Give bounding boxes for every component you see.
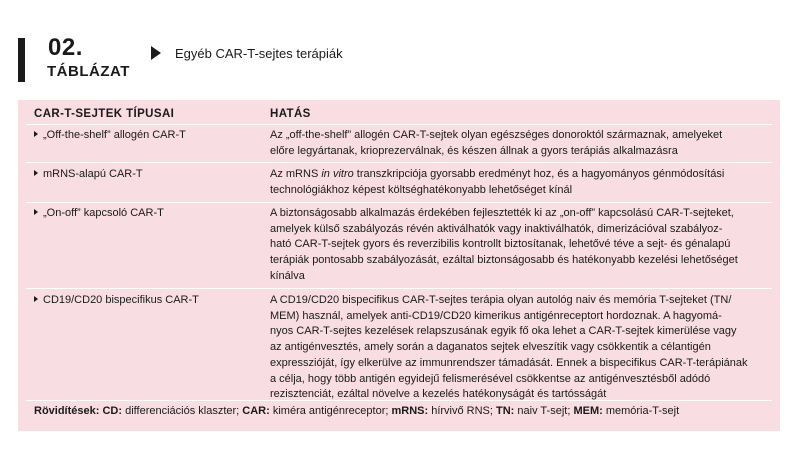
- row-type-label: CD19/CD20 bispecifikus CAR-T: [43, 294, 199, 306]
- triangle-right-icon: [34, 209, 38, 215]
- effect-line: technológiákhoz képest költséghatékonyabb lehetőséget kínál: [270, 183, 573, 196]
- effect-line: rezisztenciát, ezáltal növelve a kezelés hatékonyságát és tartósságát: [270, 388, 607, 401]
- divider: [26, 400, 772, 401]
- divider: [26, 288, 772, 289]
- abbreviation-value: memória-T-sejt: [602, 405, 680, 417]
- table-number: 02.: [48, 34, 83, 61]
- abbreviation-value: differenciációs klaszter;: [122, 405, 243, 417]
- table-row-type: [34, 166, 143, 182]
- effect-line: amelyek külső szabályozás révén aktiválhatók vagy inaktiválhatók, dimerizációval szabályoz-: [270, 222, 723, 235]
- abbreviation-key: mRNS:: [391, 405, 429, 417]
- effect-line: MEM) használ, amelyek anti-CD19/CD20 kimerikus antigénreceptort hordoznak. A hagyomá-: [270, 309, 722, 322]
- triangle-right-icon: [34, 131, 38, 137]
- abbreviation-key: CAR:: [242, 405, 270, 417]
- effect-line: terápiák pontosabb szabályozását, ezáltal biztonságosabb és hatékonyabb kezelési lehetőséget: [270, 254, 738, 267]
- abbreviation-key: TN:: [496, 405, 515, 417]
- table-header: [0, 0, 800, 90]
- effect-line: nyos CAR-T-sejtes kezelések relapszusának egyik fő oka lehet a CAR-T-sejtek kimerülése vagy: [270, 325, 737, 338]
- abbreviation-key: CD:: [102, 405, 123, 417]
- divider: [26, 202, 772, 203]
- effect-line: Az „off-the-shelf” allogén CAR-T-sejtek olyan egészséges donoroktól származnak, amelyeket: [270, 129, 723, 141]
- effect-line: kínálva: [270, 269, 305, 282]
- effect-text-italic: in vitro: [321, 168, 354, 180]
- effect-line: A biztonságosabb alkalmazás érdekében fejlesztették ki az „on-off” kapcsolású CAR-T-sejteket,: [270, 207, 734, 219]
- row-type-label: „On-off” kapcsoló CAR-T: [43, 207, 164, 219]
- effect-line: A CD19/CD20 bispecifikus CAR-T-sejtes terápia olyan autológ naiv és memória T-sejteket (TN/: [270, 294, 732, 306]
- abbreviations-footnote: [34, 405, 679, 417]
- effect-line: ható CAR-T-sejtek gyors és reverzibilis kontrollt biztosítanak, lehetővé téve a sejt- és génalapú: [270, 238, 731, 251]
- table-row-type: [34, 292, 199, 308]
- table-row-type: [34, 127, 186, 143]
- abbreviation-value: kiméra antigénreceptor;: [269, 405, 392, 417]
- column-header-effect: HATÁS: [270, 108, 311, 120]
- abbreviations-label: Rövidítések:: [34, 405, 100, 417]
- table-row-effect: [270, 128, 768, 159]
- abbreviation-key: MEM:: [573, 405, 603, 417]
- table-label: TÁBLÁZAT: [47, 63, 130, 80]
- header-accent-bar: [18, 38, 25, 82]
- effect-line: az antigénvesztés, amely során a daganatos sejtek elveszítik vagy csökkentik a célantigén: [270, 341, 711, 354]
- table-row-effect: [270, 293, 768, 403]
- divider: [26, 162, 772, 163]
- column-header-types: CAR-T-SEJTEK TÍPUSAI: [34, 108, 175, 120]
- abbreviation-value: hírvivő RNS;: [428, 405, 496, 417]
- table-row-type: [34, 205, 164, 221]
- effect-line: [270, 167, 768, 183]
- table-row-effect: [270, 167, 768, 198]
- abbreviation-value: naiv T-sejt;: [514, 405, 574, 417]
- effect-line: a célja, hogy több antigén egyidejű felismerésével csökkentse az antigénvesztésből adódó: [270, 372, 711, 385]
- row-type-label: „Off-the-shelf” allogén CAR-T: [43, 129, 186, 141]
- effect-text: transzkripciója gyorsabb eredményt hoz, és a hagyományos génmódosítási: [353, 168, 725, 180]
- triangle-right-icon: [34, 170, 38, 176]
- effect-line: expresszióját, így elkerülve az immunrendszer támadását. Ennek a bispecifikus CAR-T-terápiának: [270, 356, 748, 369]
- row-type-label: mRNS-alapú CAR-T: [43, 168, 143, 180]
- table-title: Egyéb CAR-T-sejtes terápiák: [175, 46, 343, 61]
- effect-line: előre legyártanak, krioprezerválnak, és készen állnak a gyors terápiás alkalmazásra: [270, 144, 678, 157]
- effect-text: Az mRNS: [270, 168, 322, 180]
- triangle-right-icon: [34, 296, 38, 302]
- divider: [26, 124, 772, 125]
- triangle-right-icon: [151, 46, 161, 60]
- table-row-effect: [270, 206, 768, 285]
